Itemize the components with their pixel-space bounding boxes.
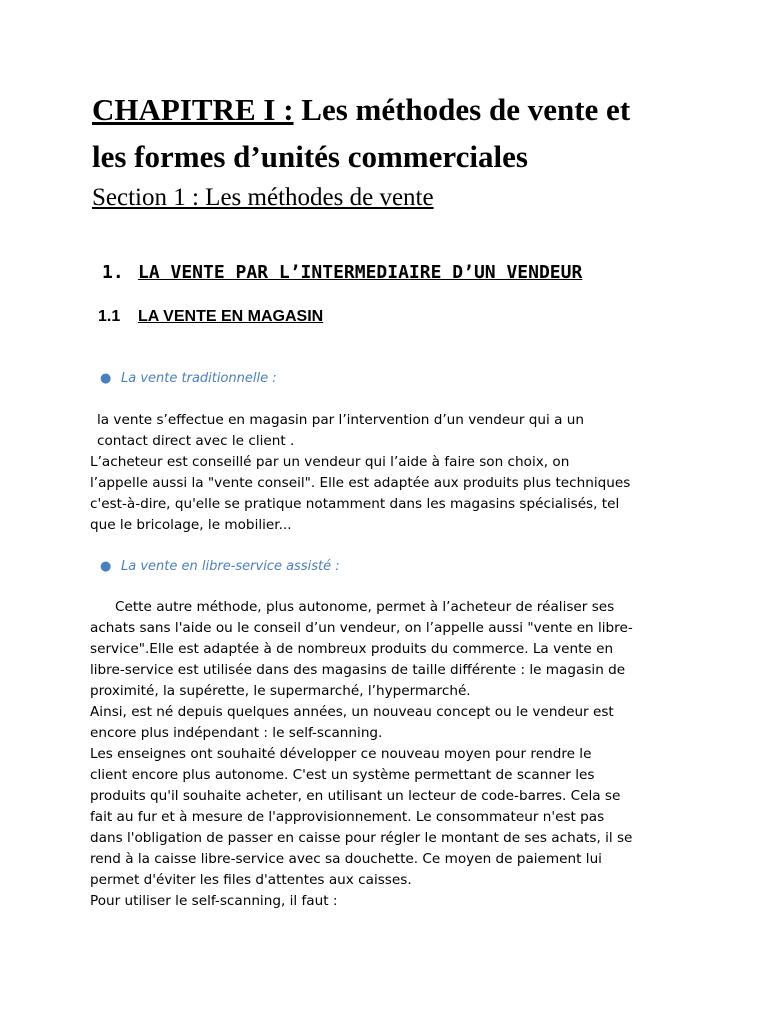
heading-1 xyxy=(102,260,582,286)
bullet-icon: ● xyxy=(100,559,112,574)
bullet-text: La vente en libre-service assisté : xyxy=(121,559,340,574)
text-line: achats sans l'aide ou le conseil d’un vendeur, on l’appelle aussi "vente en libre- xyxy=(90,620,633,636)
paragraph-vente-conseil xyxy=(90,452,630,536)
text-line: que le bricolage, le mobilier... xyxy=(90,517,292,533)
bullet-text: La vente traditionnelle : xyxy=(121,371,277,386)
text-line: rend à la caisse libre-service avec sa douchette. Ce moyen de paiement lui xyxy=(90,851,602,867)
text-line: libre-service est utilisée dans des magasins de taille différente : le magasin de xyxy=(90,662,626,678)
bullet-item-vente-traditionnelle xyxy=(100,369,277,389)
text-line: la vente s’effectue en magasin par l’intervention d’un vendeur qui a un xyxy=(97,412,584,428)
text-line: Les enseignes ont souhaité développer ce nouveau moyen pour rendre le xyxy=(90,746,592,762)
text-line: proximité, la supérette, le supermarché, l’hypermarché. xyxy=(90,683,471,699)
text-line: client encore plus autonome. C'est un système permettant de scanner les xyxy=(90,767,595,783)
paragraph-vente-traditionnelle xyxy=(97,410,584,452)
paragraph-libre-service xyxy=(90,597,633,912)
text-line: permet d'éviter les files d'attentes aux caisses. xyxy=(90,872,412,888)
chapter-title xyxy=(92,86,732,180)
heading-2-text: LA VENTE EN MAGASIN xyxy=(138,308,324,325)
text-line: L’acheteur est conseillé par un vendeur qui l’aide à faire son choix, on xyxy=(90,454,570,470)
text-line: encore plus indépendant : le self-scanning. xyxy=(90,725,383,741)
chapter-label: CHAPITRE I : xyxy=(92,92,294,127)
text-line: c'est-à-dire, qu'elle se pratique notamment dans les magasins spécialisés, tel xyxy=(90,496,620,512)
text-line: Ainsi, est né depuis quelques années, un nouveau concept ou le vendeur est xyxy=(90,704,614,720)
heading-1-number: 1. xyxy=(102,262,124,283)
heading-2-number: 1.1 xyxy=(98,308,121,325)
text-line: service".Elle est adaptée à de nombreux produits du commerce. La vente en xyxy=(90,641,614,657)
heading-1-text: LA VENTE PAR L’INTERMEDIAIRE D’UN VENDEUR xyxy=(138,262,583,283)
text-line: dans l'obligation de passer en caisse pour régler le montant de ses achats, il se xyxy=(90,830,633,846)
bullet-item-libre-service-assiste xyxy=(100,557,340,577)
text-line: produits qu'il souhaite acheter, en utilisant un lecteur de code-barres. Cela se xyxy=(90,788,621,804)
text-line: l’appelle aussi la "vente conseil". Elle est adaptée aux produits plus techniques xyxy=(90,475,631,491)
text-line: contact direct avec le client . xyxy=(97,433,295,449)
chapter-title-line-1: Les méthodes de vente et xyxy=(301,92,631,127)
text-line: Pour utiliser le self-scanning, il faut : xyxy=(90,893,338,909)
text-line: fait au fur et à mesure de l'approvisionnement. Le consommateur n'est pas xyxy=(90,809,605,825)
section-title: Section 1 : Les méthodes de vente xyxy=(92,184,434,211)
chapter-title-line-2: les formes d’unités commerciales xyxy=(92,139,528,174)
text-line: Cette autre méthode, plus autonome, permet à l’acheteur de réaliser ses xyxy=(115,599,615,615)
heading-2 xyxy=(98,306,323,328)
bullet-icon: ● xyxy=(100,371,112,386)
